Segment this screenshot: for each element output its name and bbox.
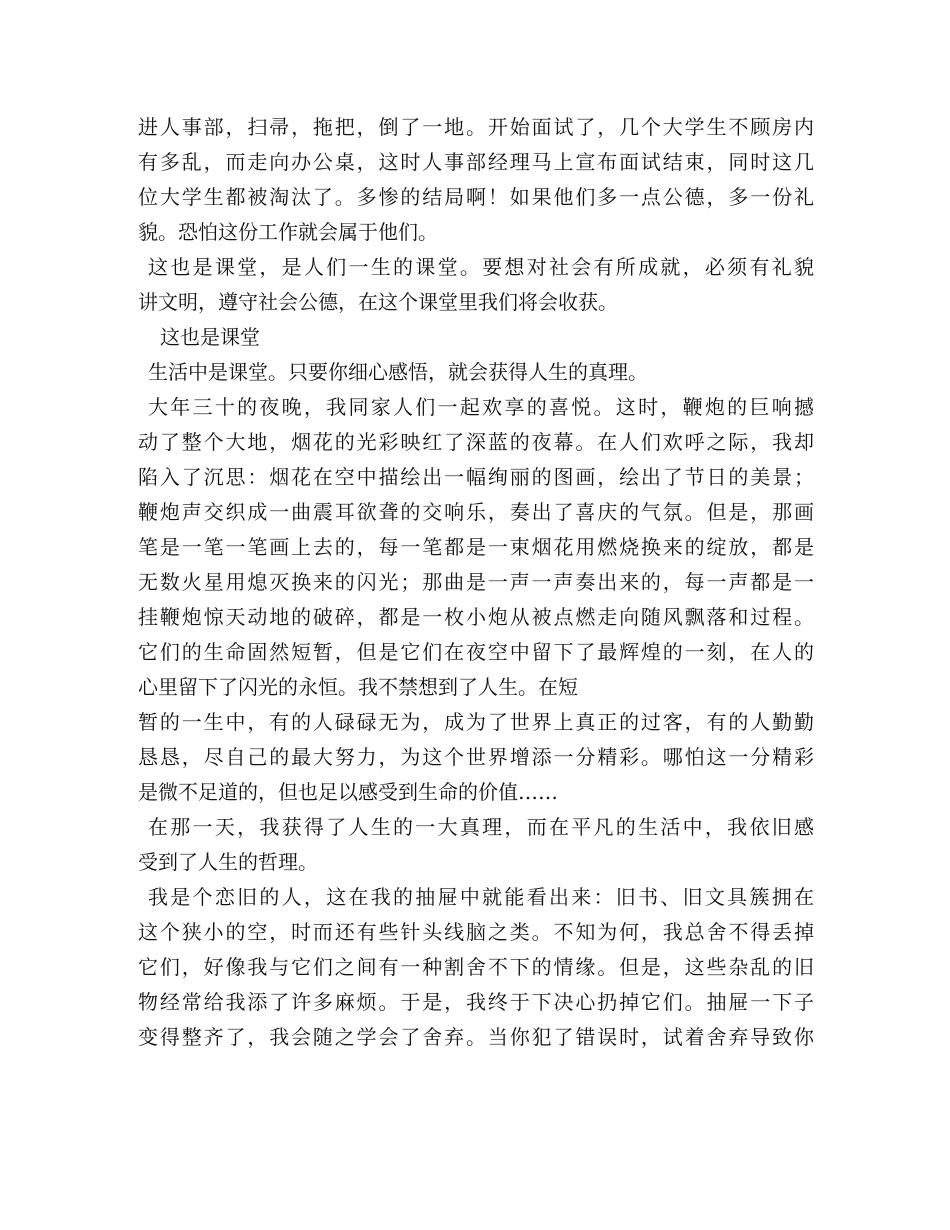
text-line: 心里留下了闪光的永恒。我不禁想到了人生。在短 xyxy=(138,675,578,699)
text-line: 有多乱，而走向办公桌，这时人事部经理马上宣布面试结束，同时这几 xyxy=(138,150,814,174)
text-line: 变得整齐了，我会随之学会了舍弃。当你犯了错误时，试着舍弃导致你 xyxy=(138,1025,814,1049)
text-line: 位大学生都被淘汰了。多惨的结局啊！如果他们多一点公德，多一份礼 xyxy=(138,185,814,209)
text-line: 生活中是课堂。只要你细心感悟，就会获得人生的真理。 xyxy=(148,360,648,384)
text-line: 是微不足道的，但也足以感受到生命的价值…… xyxy=(138,780,558,804)
section-heading: 这也是课堂 xyxy=(160,325,260,349)
text-line: 在那一天，我获得了人生的一大真理，而在平凡的生活中，我依旧感 xyxy=(148,815,814,839)
text-line: 鞭炮声交织成一曲震耳欲聋的交响乐，奏出了喜庆的气氛。但是，那画 xyxy=(138,500,814,524)
text-line: 暂的一生中，有的人碌碌无为，成为了世界上真正的过客，有的人勤勤 xyxy=(138,710,814,734)
text-line: 它们的生命固然短暂，但是它们在夜空中留下了最辉煌的一刻，在人的 xyxy=(138,640,814,664)
text-line: 受到了人生的哲理。 xyxy=(138,850,318,874)
text-line: 进人事部，扫帚，拖把，倒了一地。开始面试了，几个大学生不顾房内 xyxy=(138,115,814,139)
text-line: 讲文明，遵守社会公德，在这个课堂里我们将会收获。 xyxy=(138,290,618,314)
document-body xyxy=(138,110,814,1055)
text-line: 大年三十的夜晚，我同家人们一起欢享的喜悦。这时，鞭炮的巨响撼 xyxy=(148,395,814,419)
text-line: 貌。恐怕这份工作就会属于他们。 xyxy=(138,220,438,244)
text-line: 它们，好像我与它们之间有一种割舍不下的情缘。但是，这些杂乱的旧 xyxy=(138,955,814,979)
text-line: 挂鞭炮惊天动地的破碎，都是一枚小炮从被点燃走向随风飘落和过程。 xyxy=(138,605,814,629)
text-line: 物经常给我添了许多麻烦。于是，我终于下决心扔掉它们。抽屉一下子 xyxy=(138,990,814,1014)
text-line: 我是个恋旧的人，这在我的抽屉中就能看出来：旧书、旧文具簇拥在 xyxy=(148,885,814,909)
text-line: 这个狭小的空，时而还有些针头线脑之类。不知为何，我总舍不得丢掉 xyxy=(138,920,814,944)
text-line: 这也是课堂，是人们一生的课堂。要想对社会有所成就，必须有礼貌 xyxy=(148,255,814,279)
text-line: 动了整个大地，烟花的光彩映红了深蓝的夜幕。在人们欢呼之际，我却 xyxy=(138,430,814,454)
text-line: 笔是一笔一笔画上去的，每一笔都是一束烟花用燃烧换来的绽放，都是 xyxy=(138,535,814,559)
text-line: 陷入了沉思：烟花在空中描绘出一幅绚丽的图画，绘出了节日的美景； xyxy=(138,465,814,489)
text-line: 恳恳，尽自己的最大努力，为这个世界增添一分精彩。哪怕这一分精彩 xyxy=(138,745,814,769)
text-line: 无数火星用熄灭换来的闪光；那曲是一声一声奏出来的，每一声都是一 xyxy=(138,570,814,594)
